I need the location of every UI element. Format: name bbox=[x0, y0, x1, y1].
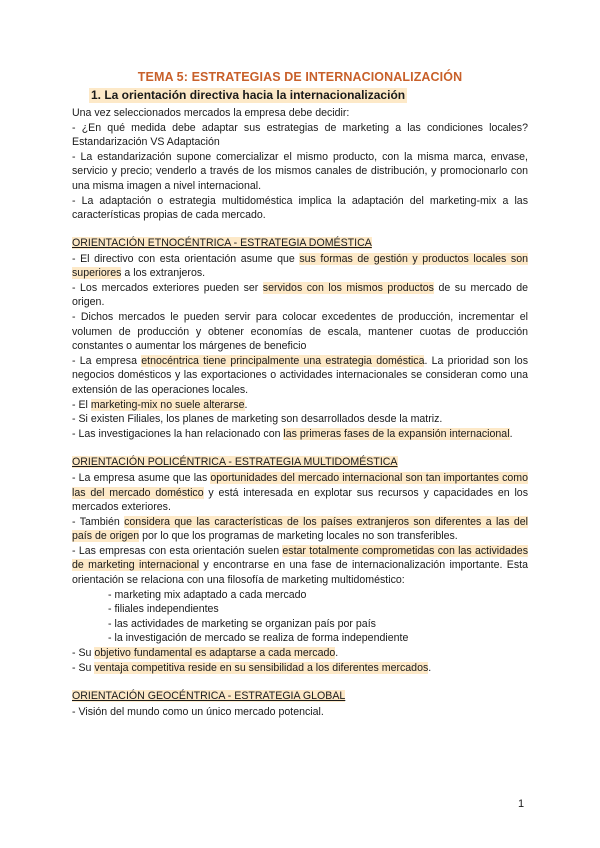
body-paragraph: - También considera que las características de los países extranjeros son diferentes a las del país de origen por lo que los programas de marketing locales no son transferibles. bbox=[72, 515, 528, 543]
document-title: TEMA 5: ESTRATEGIAS DE INTERNACIONALIZACIÓN bbox=[137, 70, 463, 84]
indented-list-item: - la investigación de mercado se realiza de forma independiente bbox=[108, 632, 409, 645]
body-paragraph: - Si existen Filiales, los planes de marketing son desarrollados desde la matriz. bbox=[72, 413, 443, 426]
body-paragraph: - Su ventaja competitiva reside en su sensibilidad a los diferentes mercados. bbox=[72, 661, 432, 674]
body-paragraph: - Las investigaciones la han relacionado con las primeras fases de la expansión internacional. bbox=[72, 427, 513, 440]
body-paragraph: - El marketing-mix no suele alterarse. bbox=[72, 398, 248, 411]
indented-list-item: - marketing mix adaptado a cada mercado bbox=[108, 588, 307, 601]
indented-list-item: - las actividades de marketing se organizan país por país bbox=[108, 617, 376, 630]
body-paragraph: - El directivo con esta orientación asume que sus formas de gestión y productos locales son superiores a los extranjeros. bbox=[72, 252, 528, 280]
indented-list-item: - filiales independientes bbox=[108, 603, 219, 616]
body-paragraph: - Su objetivo fundamental es adaptarse a cada mercado. bbox=[72, 647, 339, 660]
page-number: 1 bbox=[518, 798, 525, 810]
intro-paragraph: Una vez seleccionados mercados la empresa debe decidir: bbox=[72, 107, 350, 119]
body-paragraph: - Dichos mercados le pueden servir para colocar excedentes de producción, incrementar el volumen de producción y obtener economías de escala, mantener cuotas de producción constantes o aumentar los márgenes de beneficio bbox=[72, 310, 528, 353]
body-paragraph: - La empresa asume que las oportunidades del mercado internacional son tan importantes como las del mercado doméstico y está interesada en explotar sus recursos y capacidades en los mercados exteriores. bbox=[72, 471, 528, 514]
sections-block bbox=[72, 236, 528, 719]
body-paragraph: - Visión del mundo como un único mercado potencial. bbox=[72, 705, 324, 718]
body-paragraph: - Las empresas con esta orientación suelen estar totalmente comprometidas con las actividades de marketing internacional y encontrarse en una fase de internacionalización importante. Esta orientación se relaciona con una filosofía de marketing multidoméstico: bbox=[72, 544, 528, 587]
subsection-heading: ORIENTACIÓN POLICÉNTRICA - ESTRATEGIA MULTIDOMÉSTICA bbox=[72, 456, 398, 469]
body-paragraph: - La empresa etnocéntrica tiene principalmente una estrategia doméstica. La prioridad son los negocios domésticos y las exportaciones o actividades internacionales se consideran como una extensión de las operaciones locales. bbox=[72, 354, 528, 396]
intro-block bbox=[72, 106, 528, 223]
subsection-heading: ORIENTACIÓN GEOCÉNTRICA - ESTRATEGIA GLOBAL bbox=[72, 690, 346, 703]
body-paragraph: - Los mercados exteriores pueden ser servidos con los mismos productos de su mercado de origen. bbox=[72, 281, 528, 309]
subsection-heading: ORIENTACIÓN ETNOCÉNTRICA - ESTRATEGIA DOMÉSTICA bbox=[72, 237, 372, 249]
intro-paragraph: - ¿En qué medida debe adaptar sus estrategias de marketing a las condiciones locales? Estandarización VS Adaptación bbox=[72, 121, 528, 149]
intro-paragraph: - La adaptación o estrategia multidoméstica implica la adaptación del marketing-mix a las características propias de cada mercado. bbox=[72, 194, 528, 222]
section-heading: 1. La orientación directiva hacia la internacionalización bbox=[91, 88, 406, 102]
intro-paragraph: - La estandarización supone comercializar el mismo producto, con la misma marca, envase, servicio y precio; venderlo a través de los mismos canales de distribución, y promocionarlo con una misma imagen a nivel internacional. bbox=[72, 150, 528, 192]
